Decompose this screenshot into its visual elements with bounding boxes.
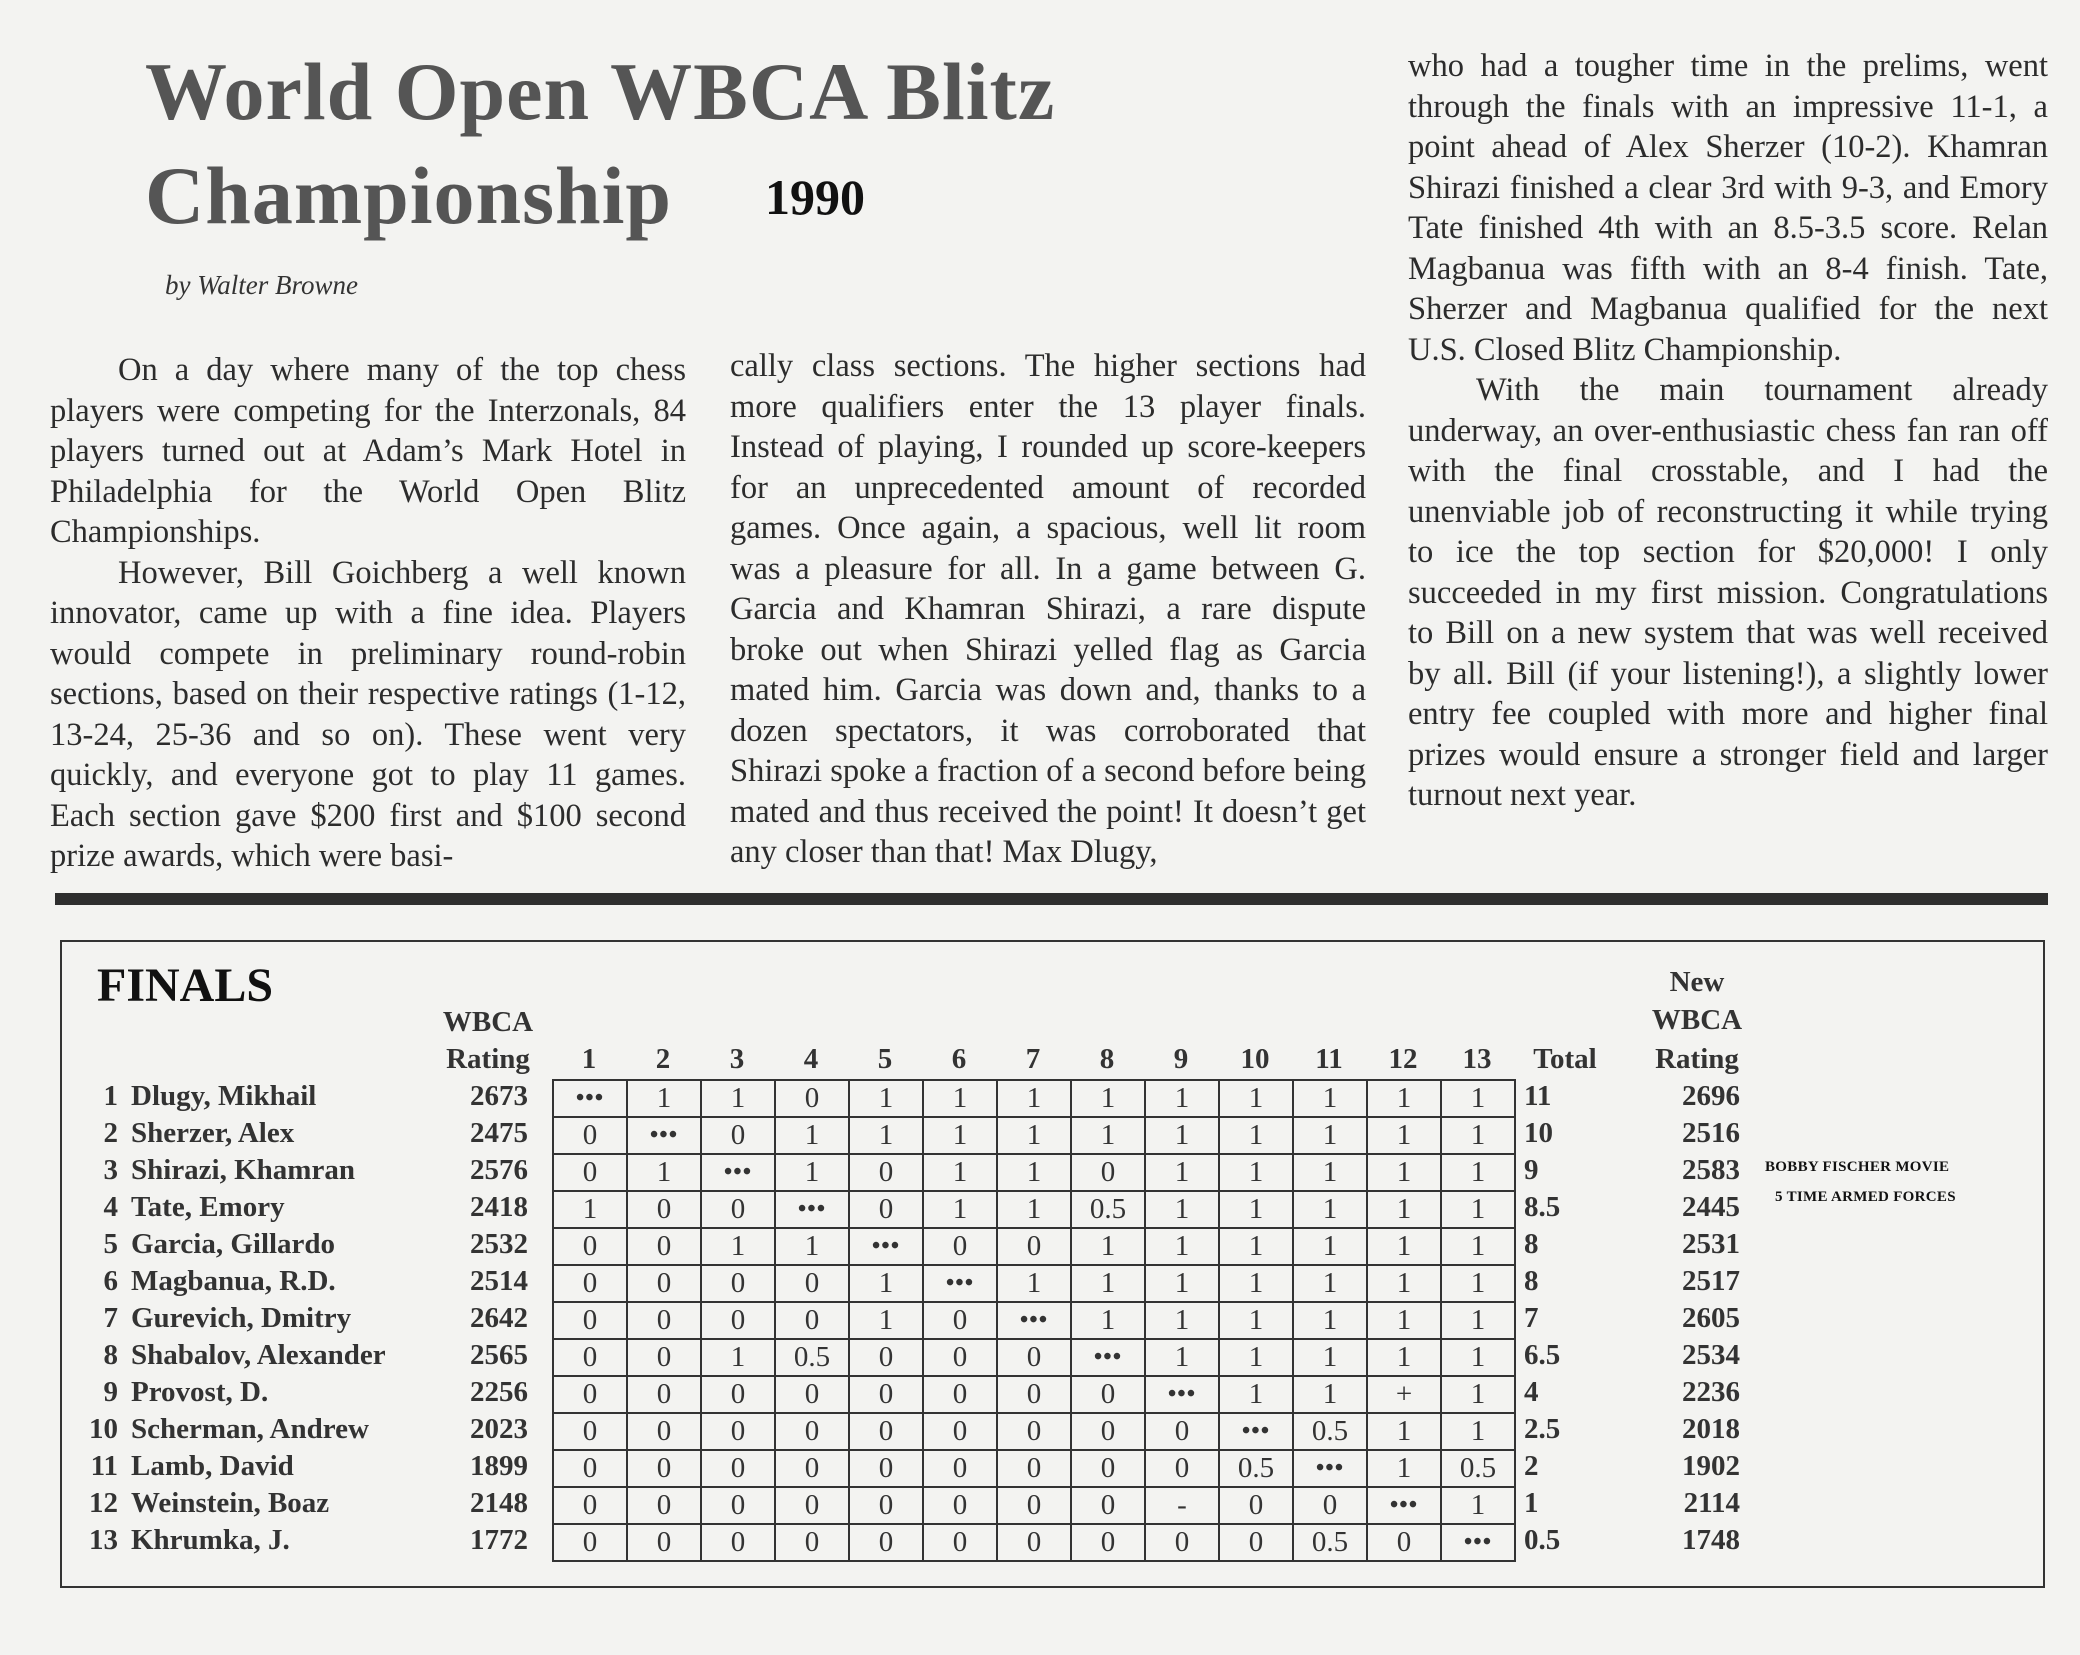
- result-cell: 1: [1441, 1302, 1515, 1339]
- player-name: Shirazi, Khamran: [131, 1154, 355, 1186]
- result-cell: •••: [923, 1265, 997, 1302]
- result-cell: 1: [1293, 1339, 1367, 1376]
- result-cell: 0: [1071, 1450, 1145, 1487]
- player-number: 9: [103, 1376, 118, 1408]
- result-cell: 0: [997, 1376, 1071, 1413]
- round-header-11: 11: [1315, 1043, 1343, 1075]
- result-cell: 1: [553, 1191, 627, 1228]
- player-total: 6.5: [1524, 1339, 1561, 1371]
- result-cell: 0: [1071, 1487, 1145, 1524]
- round-header-13: 13: [1462, 1043, 1492, 1075]
- result-cell: 1: [627, 1080, 701, 1117]
- result-cell: 0: [849, 1524, 923, 1561]
- article-column-3: [1408, 46, 2048, 816]
- player-rating: 1899: [470, 1450, 528, 1482]
- result-cell: 1: [1441, 1080, 1515, 1117]
- result-cell: 1: [1293, 1154, 1367, 1191]
- result-cell: 0.5: [1293, 1524, 1367, 1561]
- result-cell: 0: [701, 1450, 775, 1487]
- result-cell: 0: [849, 1487, 923, 1524]
- crosstable-row: [553, 1080, 1515, 1117]
- player-name: Sherzer, Alex: [131, 1117, 295, 1149]
- player-rating: 2475: [470, 1117, 528, 1149]
- crosstable-row: [553, 1524, 1515, 1561]
- player-rating: 1772: [470, 1524, 528, 1556]
- new-rating-header-line-2: WBCA: [1651, 1004, 1743, 1036]
- result-cell: 1: [1367, 1450, 1441, 1487]
- player-new-rating: 2696: [1682, 1080, 1740, 1112]
- player-name: Magbanua, R.D.: [131, 1265, 336, 1297]
- player-name: Dlugy, Mikhail: [131, 1080, 317, 1112]
- result-cell: 0: [627, 1302, 701, 1339]
- result-cell: 0: [849, 1413, 923, 1450]
- player-rating: 2023: [470, 1413, 528, 1445]
- result-cell: 0: [849, 1376, 923, 1413]
- result-cell: 1: [1367, 1080, 1441, 1117]
- player-name: Provost, D.: [131, 1376, 269, 1408]
- player-name: Scherman, Andrew: [131, 1413, 369, 1445]
- result-cell: 0: [775, 1487, 849, 1524]
- result-cell: 1: [997, 1154, 1071, 1191]
- result-cell: 1: [1293, 1191, 1367, 1228]
- rating-header-line-1: WBCA: [442, 1006, 534, 1038]
- result-cell: 0: [701, 1376, 775, 1413]
- result-cell: 0: [1145, 1450, 1219, 1487]
- result-cell: 1: [1071, 1228, 1145, 1265]
- result-cell: 1: [1441, 1376, 1515, 1413]
- result-cell: 1: [1293, 1228, 1367, 1265]
- result-cell: 0: [849, 1154, 923, 1191]
- player-rating: 2514: [470, 1265, 528, 1297]
- result-cell: 0: [997, 1487, 1071, 1524]
- result-cell: 1: [1071, 1265, 1145, 1302]
- result-cell: 0: [849, 1339, 923, 1376]
- result-cell: 0: [1219, 1487, 1293, 1524]
- player-number: 8: [103, 1339, 118, 1371]
- article-column-1: [50, 350, 686, 877]
- round-header-7: 7: [1025, 1043, 1041, 1075]
- player-number: 12: [89, 1487, 118, 1519]
- result-cell: 1: [701, 1339, 775, 1376]
- total-header: Total: [1533, 1043, 1597, 1075]
- result-cell: 1: [1367, 1302, 1441, 1339]
- result-cell: 0: [627, 1191, 701, 1228]
- player-number: 11: [90, 1450, 118, 1482]
- result-cell: 0: [701, 1117, 775, 1154]
- result-cell: •••: [553, 1080, 627, 1117]
- result-cell: 1: [1441, 1228, 1515, 1265]
- result-cell: 1: [1441, 1154, 1515, 1191]
- result-cell: 0: [553, 1376, 627, 1413]
- result-cell: 0: [923, 1487, 997, 1524]
- result-cell: 0: [997, 1339, 1071, 1376]
- player-total: 9: [1524, 1154, 1539, 1186]
- result-cell: 1: [1219, 1376, 1293, 1413]
- player-total: 8: [1524, 1265, 1539, 1297]
- result-cell: 1: [923, 1154, 997, 1191]
- player-new-rating: 2114: [1683, 1487, 1740, 1519]
- new-rating-header-line-3: Rating: [1655, 1043, 1739, 1075]
- result-cell: 1: [923, 1117, 997, 1154]
- result-cell: •••: [997, 1302, 1071, 1339]
- result-cell: 1: [1145, 1117, 1219, 1154]
- result-cell: 1: [849, 1265, 923, 1302]
- result-cell: 0: [1145, 1413, 1219, 1450]
- result-cell: 0: [553, 1524, 627, 1561]
- result-cell: 0: [553, 1154, 627, 1191]
- result-cell: 0.5: [1071, 1191, 1145, 1228]
- result-cell: 1: [1367, 1191, 1441, 1228]
- round-header-1: 1: [581, 1043, 597, 1075]
- player-rating: 2576: [470, 1154, 528, 1186]
- result-cell: 0: [553, 1487, 627, 1524]
- result-cell: 0: [1219, 1524, 1293, 1561]
- player-new-rating: 2583: [1682, 1154, 1740, 1186]
- result-cell: 1: [1219, 1080, 1293, 1117]
- round-header-10: 10: [1240, 1043, 1270, 1075]
- result-cell: 1: [1145, 1191, 1219, 1228]
- result-cell: 1: [1441, 1487, 1515, 1524]
- result-cell: 1: [1219, 1154, 1293, 1191]
- player-new-rating: 2236: [1682, 1376, 1740, 1408]
- player-rating: 2532: [470, 1228, 528, 1260]
- result-cell: 0: [1145, 1524, 1219, 1561]
- result-cell: 0: [553, 1450, 627, 1487]
- result-cell: •••: [1071, 1339, 1145, 1376]
- section-divider: [55, 893, 2048, 905]
- player-name: Gurevich, Dmitry: [131, 1302, 352, 1334]
- player-new-rating: 2018: [1682, 1413, 1740, 1445]
- result-cell: 0: [627, 1524, 701, 1561]
- result-cell: 1: [997, 1117, 1071, 1154]
- result-cell: 1: [1219, 1302, 1293, 1339]
- result-cell: 1: [1219, 1265, 1293, 1302]
- round-header-9: 9: [1173, 1043, 1189, 1075]
- rating-header-line-2: Rating: [446, 1043, 530, 1075]
- result-cell: 0: [775, 1450, 849, 1487]
- article-headline: [145, 40, 1055, 248]
- player-new-rating: 2445: [1682, 1191, 1740, 1223]
- article-byline: by Walter Browne: [165, 270, 358, 300]
- result-cell: 0: [701, 1413, 775, 1450]
- result-cell: 0: [701, 1191, 775, 1228]
- result-cell: 0: [1293, 1487, 1367, 1524]
- result-cell: 0: [627, 1265, 701, 1302]
- player-total: 2: [1524, 1450, 1539, 1482]
- result-cell: 0: [997, 1413, 1071, 1450]
- result-cell: 0: [923, 1524, 997, 1561]
- player-new-rating: 2534: [1682, 1339, 1740, 1371]
- article-year: 1990: [765, 169, 865, 225]
- result-cell: 1: [1293, 1117, 1367, 1154]
- crosstable-row: [553, 1117, 1515, 1154]
- col2-paragraph-1: cally class sections. The higher sections had more qualifiers enter the 13 player finals. Instead of playing, I rounded up score-keepers for an unprecedented amount of recorded games. Once again, a spacious, well lit room was a pleasure for all. In a game between G. Garcia and Khamran Shirazi, a rare dispute broke out when Shirazi yelled flag as Garcia mated him. Garcia was down and, thanks to a dozen spectators, it was corroborated that Shirazi spoke a fraction of a second before being mated and thus received the point! It doesn’t get any closer than that! Max Dlugy,: [730, 348, 1366, 870]
- result-cell: +: [1367, 1376, 1441, 1413]
- player-total: 0.5: [1524, 1524, 1561, 1556]
- result-cell: •••: [701, 1154, 775, 1191]
- result-cell: 1: [997, 1080, 1071, 1117]
- result-cell: 1: [1441, 1117, 1515, 1154]
- result-cell: 1: [923, 1080, 997, 1117]
- round-header-2: 2: [655, 1043, 671, 1075]
- result-cell: 1: [1145, 1339, 1219, 1376]
- result-cell: 0: [1071, 1154, 1145, 1191]
- crosstable-row: [553, 1154, 1515, 1191]
- result-cell: 0: [553, 1117, 627, 1154]
- result-cell: 1: [1367, 1339, 1441, 1376]
- player-new-rating: 2605: [1682, 1302, 1740, 1334]
- result-cell: 0: [553, 1265, 627, 1302]
- finals-title: FINALS: [97, 959, 274, 1012]
- result-cell: 0: [627, 1339, 701, 1376]
- result-cell: 0: [553, 1302, 627, 1339]
- result-cell: 0: [627, 1450, 701, 1487]
- player-number: 7: [103, 1302, 118, 1334]
- result-cell: 1: [1367, 1265, 1441, 1302]
- result-cell: •••: [849, 1228, 923, 1265]
- result-cell: 0: [775, 1302, 849, 1339]
- crosstable-row: [553, 1191, 1515, 1228]
- result-cell: 0: [923, 1302, 997, 1339]
- result-cell: 1: [627, 1154, 701, 1191]
- player-rating: 2418: [470, 1191, 528, 1223]
- result-cell: 1: [849, 1302, 923, 1339]
- player-rating: 2642: [470, 1302, 528, 1334]
- result-cell: 1: [997, 1191, 1071, 1228]
- result-cell: 1: [1293, 1376, 1367, 1413]
- result-cell: 0: [923, 1376, 997, 1413]
- result-cell: 0: [627, 1487, 701, 1524]
- result-cell: 1: [1293, 1302, 1367, 1339]
- result-cell: 0: [849, 1191, 923, 1228]
- result-cell: 1: [1071, 1117, 1145, 1154]
- result-cell: 1: [849, 1080, 923, 1117]
- result-cell: 1: [997, 1265, 1071, 1302]
- player-name: Khrumka, J.: [131, 1524, 290, 1556]
- result-cell: -: [1145, 1487, 1219, 1524]
- col1-paragraph-1: On a day where many of the top chess players were competing for the Interzonals, 84 players turned out at Adam’s Mark Hotel in Philadelphia for the World Open Blitz Championships.: [50, 352, 686, 550]
- player-new-rating: 2531: [1682, 1228, 1740, 1260]
- crosstable-row: [553, 1228, 1515, 1265]
- result-cell: 1: [1145, 1302, 1219, 1339]
- result-cell: 1: [1367, 1228, 1441, 1265]
- result-cell: 0: [553, 1413, 627, 1450]
- result-cell: 0: [923, 1339, 997, 1376]
- result-cell: 0: [775, 1376, 849, 1413]
- result-cell: 0: [775, 1524, 849, 1561]
- result-cell: 1: [1441, 1413, 1515, 1450]
- result-cell: 1: [1441, 1265, 1515, 1302]
- result-cell: 0: [997, 1450, 1071, 1487]
- result-cell: 1: [775, 1154, 849, 1191]
- result-cell: 0: [1367, 1524, 1441, 1561]
- result-cell: 0: [775, 1413, 849, 1450]
- round-header-5: 5: [877, 1043, 893, 1075]
- result-cell: 1: [923, 1191, 997, 1228]
- result-cell: 0.5: [1293, 1413, 1367, 1450]
- round-header-8: 8: [1099, 1043, 1115, 1075]
- result-cell: 1: [1071, 1302, 1145, 1339]
- crosstable-row: [553, 1487, 1515, 1524]
- result-cell: 1: [701, 1228, 775, 1265]
- result-cell: 0: [1071, 1524, 1145, 1561]
- crosstable-row: [553, 1450, 1515, 1487]
- result-cell: 1: [1071, 1080, 1145, 1117]
- player-total: 4: [1524, 1376, 1539, 1408]
- player-number: 5: [103, 1228, 118, 1260]
- result-cell: 0: [627, 1413, 701, 1450]
- result-cell: 0: [627, 1376, 701, 1413]
- crosstable-row: [553, 1376, 1515, 1413]
- round-header-4: 4: [803, 1043, 819, 1075]
- results-grid: [552, 1079, 1516, 1562]
- player-total: 11: [1524, 1080, 1552, 1112]
- result-cell: 0.5: [1441, 1450, 1515, 1487]
- player-total: 1: [1524, 1487, 1539, 1519]
- result-cell: •••: [1441, 1524, 1515, 1561]
- result-cell: 0: [849, 1450, 923, 1487]
- result-cell: 1: [701, 1080, 775, 1117]
- result-cell: •••: [1367, 1487, 1441, 1524]
- col3-paragraph-2: With the main tournament already underway, an over-enthusiastic chess fan ran off with the final crosstable, and I had the unenviable job of reconstructing it while trying to ice the top section for $20,000! I only succeeded in my first mission. Congratulations to Bill on a new system that was well received by all. Bill (if your listening!), a slightly lower entry fee coupled with more and higher final prizes would ensure a stronger field and larger turnout next year.: [1408, 372, 2048, 813]
- player-rating: 2256: [470, 1376, 528, 1408]
- result-cell: 1: [849, 1117, 923, 1154]
- col3-paragraph-1: who had a tougher time in the prelims, went through the finals with an impressive 11-1, a point ahead of Alex Sherzer (10-2). Khamran Shirazi finished a clear 3rd with 9-3, and Emory Tate finished 4th with an 8.5-3.5 score. Relan Magbanua was fifth with an 8-4 finish. Tate, Sherzer and Magbanua qualified for the next U.S. Closed Blitz Championship.: [1408, 48, 2048, 368]
- result-cell: •••: [1219, 1413, 1293, 1450]
- result-cell: 1: [1145, 1154, 1219, 1191]
- crosstable-row: [553, 1302, 1515, 1339]
- result-cell: •••: [1145, 1376, 1219, 1413]
- result-cell: 1: [1145, 1228, 1219, 1265]
- headline-line-1: World Open WBCA Blitz: [145, 46, 1056, 137]
- result-cell: 0: [923, 1450, 997, 1487]
- crosstable-row: [553, 1413, 1515, 1450]
- side-note-2: 5 TIME ARMED FORCES: [1775, 1189, 1956, 1205]
- player-name: Tate, Emory: [131, 1191, 285, 1223]
- result-cell: 0: [997, 1228, 1071, 1265]
- result-cell: 1: [1367, 1154, 1441, 1191]
- player-rating: 2673: [470, 1080, 528, 1112]
- player-number: 2: [103, 1117, 118, 1149]
- crosstable-row: [553, 1339, 1515, 1376]
- player-total: 8: [1524, 1228, 1539, 1260]
- player-new-rating: 1748: [1682, 1524, 1740, 1556]
- result-cell: 1: [1367, 1413, 1441, 1450]
- round-header-3: 3: [729, 1043, 745, 1075]
- result-cell: 1: [775, 1228, 849, 1265]
- result-cell: 0: [923, 1413, 997, 1450]
- col1-paragraph-2: However, Bill Goichberg a well known innovator, came up with a fine idea. Players would compete in preliminary round-robin sections, based on their respective ratings (1-12, 13-24, 25-36 and so on). These went very quickly, and everyone got to play 11 games. Each section gave $200 first and $100 second prize awards, which were basi-: [50, 554, 686, 874]
- player-rating: 2148: [470, 1487, 528, 1519]
- result-cell: 0.5: [775, 1339, 849, 1376]
- result-cell: 1: [1293, 1265, 1367, 1302]
- player-number: 13: [89, 1524, 118, 1556]
- result-cell: •••: [627, 1117, 701, 1154]
- round-header-12: 12: [1388, 1043, 1418, 1075]
- result-cell: 1: [1441, 1339, 1515, 1376]
- round-header-6: 6: [951, 1043, 967, 1075]
- result-cell: 0.5: [1219, 1450, 1293, 1487]
- result-cell: 1: [1367, 1117, 1441, 1154]
- player-total: 2.5: [1524, 1413, 1561, 1445]
- player-new-rating: 2517: [1682, 1265, 1740, 1297]
- player-new-rating: 1902: [1682, 1450, 1740, 1482]
- player-name: Shabalov, Alexander: [131, 1339, 386, 1371]
- player-number: 10: [89, 1413, 118, 1445]
- result-cell: 0: [553, 1228, 627, 1265]
- player-rating: 2565: [470, 1339, 528, 1371]
- player-new-rating: 2516: [1682, 1117, 1740, 1149]
- result-cell: 0: [997, 1524, 1071, 1561]
- player-number: 6: [103, 1265, 118, 1297]
- player-name: Weinstein, Boaz: [131, 1487, 330, 1519]
- result-cell: 0: [1071, 1413, 1145, 1450]
- article-column-2: [730, 346, 1366, 873]
- result-cell: 0: [553, 1339, 627, 1376]
- result-cell: 1: [775, 1117, 849, 1154]
- player-total: 10: [1524, 1117, 1553, 1149]
- result-cell: 0: [701, 1265, 775, 1302]
- result-cell: 0: [775, 1080, 849, 1117]
- result-cell: 0: [701, 1524, 775, 1561]
- result-cell: 0: [1071, 1376, 1145, 1413]
- player-total: 8.5: [1524, 1191, 1561, 1223]
- new-rating-header-line-1: New: [1669, 966, 1725, 998]
- result-cell: 1: [1219, 1228, 1293, 1265]
- player-number: 4: [103, 1191, 118, 1223]
- result-cell: 1: [1145, 1265, 1219, 1302]
- side-note-1: BOBBY FISCHER MOVIE: [1765, 1159, 1950, 1175]
- player-name: Garcia, Gillardo: [131, 1228, 336, 1260]
- player-name: Lamb, David: [131, 1450, 294, 1482]
- result-cell: 0: [775, 1265, 849, 1302]
- result-cell: 0: [701, 1302, 775, 1339]
- result-cell: •••: [775, 1191, 849, 1228]
- result-cell: 1: [1145, 1080, 1219, 1117]
- player-total: 7: [1524, 1302, 1539, 1334]
- headline-line-2: Championship: [145, 150, 673, 241]
- result-cell: 1: [1441, 1191, 1515, 1228]
- crosstable-row: [553, 1265, 1515, 1302]
- result-cell: 0: [627, 1228, 701, 1265]
- result-cell: 1: [1219, 1339, 1293, 1376]
- result-cell: 1: [1219, 1191, 1293, 1228]
- result-cell: 0: [701, 1487, 775, 1524]
- result-cell: 1: [1293, 1080, 1367, 1117]
- player-number: 3: [103, 1154, 118, 1186]
- result-cell: 1: [1219, 1117, 1293, 1154]
- result-cell: •••: [1293, 1450, 1367, 1487]
- result-cell: 0: [923, 1228, 997, 1265]
- player-number: 1: [103, 1080, 118, 1112]
